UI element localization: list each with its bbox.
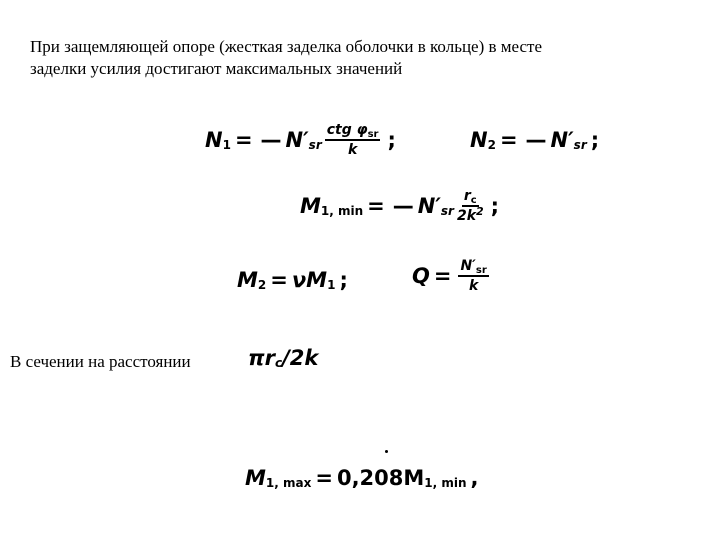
n1-fraction (325, 122, 381, 158)
q-equals: = (433, 264, 452, 288)
n1-term: N′ (285, 128, 309, 152)
section-text: В сечении на расстоянии (10, 352, 191, 371)
m1max-subscript: 1, max (265, 476, 312, 490)
formula-q (412, 258, 492, 294)
n1-minus: — (260, 128, 282, 152)
formula-n2 (470, 128, 603, 152)
m2-separator: ; (339, 268, 348, 292)
n1-equals: = (234, 128, 253, 152)
m1min-subscript: 1, min (320, 204, 364, 218)
q-fraction-denominator: k (468, 278, 479, 294)
n2-subscript: 2 (487, 138, 496, 152)
n2-term: N′ (550, 128, 574, 152)
m2-symbol: M (237, 268, 258, 292)
m1min-denominator-exponent: 2 (476, 205, 484, 218)
stray-dot (385, 450, 388, 453)
m1max-coefficient-subscript: 1, min (424, 476, 467, 490)
formula-m2 (237, 268, 352, 292)
m1min-separator: ; (490, 194, 500, 218)
m1min-term-subscript: sr (440, 204, 454, 218)
n2-symbol: N (470, 128, 488, 152)
n2-equals: = (499, 128, 518, 152)
n1-subscript: 1 (222, 138, 231, 152)
n1-symbol: N (205, 128, 223, 152)
q-fraction (458, 258, 488, 294)
intro-line-2: заделки усилия достигают максимальных значений (30, 59, 403, 78)
m1min-fraction-numerator: r (463, 188, 471, 204)
distance-subscript: c (274, 356, 283, 370)
formula-n1 (205, 122, 400, 158)
m1min-numerator-subscript: c (470, 195, 477, 206)
m2-equals: = (270, 268, 288, 292)
m2-rhs: νM (291, 268, 328, 292)
m1max-symbol: M (245, 466, 266, 490)
q-numerator-subscript: sr (475, 265, 487, 276)
m1min-term: N′ (417, 194, 441, 218)
m1min-equals: = (367, 194, 385, 218)
m1min-symbol: M (300, 194, 321, 218)
distance-rest: /2k (282, 346, 319, 370)
intro-text (30, 36, 690, 80)
m2-rhs-subscript: 1 (327, 278, 336, 292)
m1min-fraction-denominator: 2k (456, 208, 477, 224)
n2-separator: ; (590, 128, 600, 152)
formula-m1-min (300, 188, 503, 224)
n1-separator: ; (387, 128, 396, 152)
m1min-fraction (457, 188, 484, 224)
formula-distance (248, 346, 318, 370)
n2-term-subscript: sr (573, 138, 587, 152)
n1-term-subscript: sr (308, 138, 322, 152)
q-fraction-numerator: N′ (460, 258, 476, 274)
intro-line-1: При защемляющей опоре (жесткая заделка оболочки в кольце) в месте (30, 37, 543, 56)
m2-subscript: 2 (257, 278, 267, 292)
n1-fraction-numerator: ctg φ (326, 122, 368, 138)
m1min-minus: — (392, 194, 414, 218)
n2-minus: — (525, 128, 547, 152)
n1-fraction-denominator: k (347, 142, 358, 158)
n1-numerator-subscript: sr (367, 129, 379, 140)
q-symbol: Q (412, 264, 430, 288)
distance-pi-r: πr (248, 346, 275, 370)
m1max-separator: , (470, 466, 479, 490)
m1max-equals: = (315, 466, 333, 490)
formula-m1-max (245, 466, 483, 490)
m1max-coefficient: 0,208M (336, 466, 425, 490)
